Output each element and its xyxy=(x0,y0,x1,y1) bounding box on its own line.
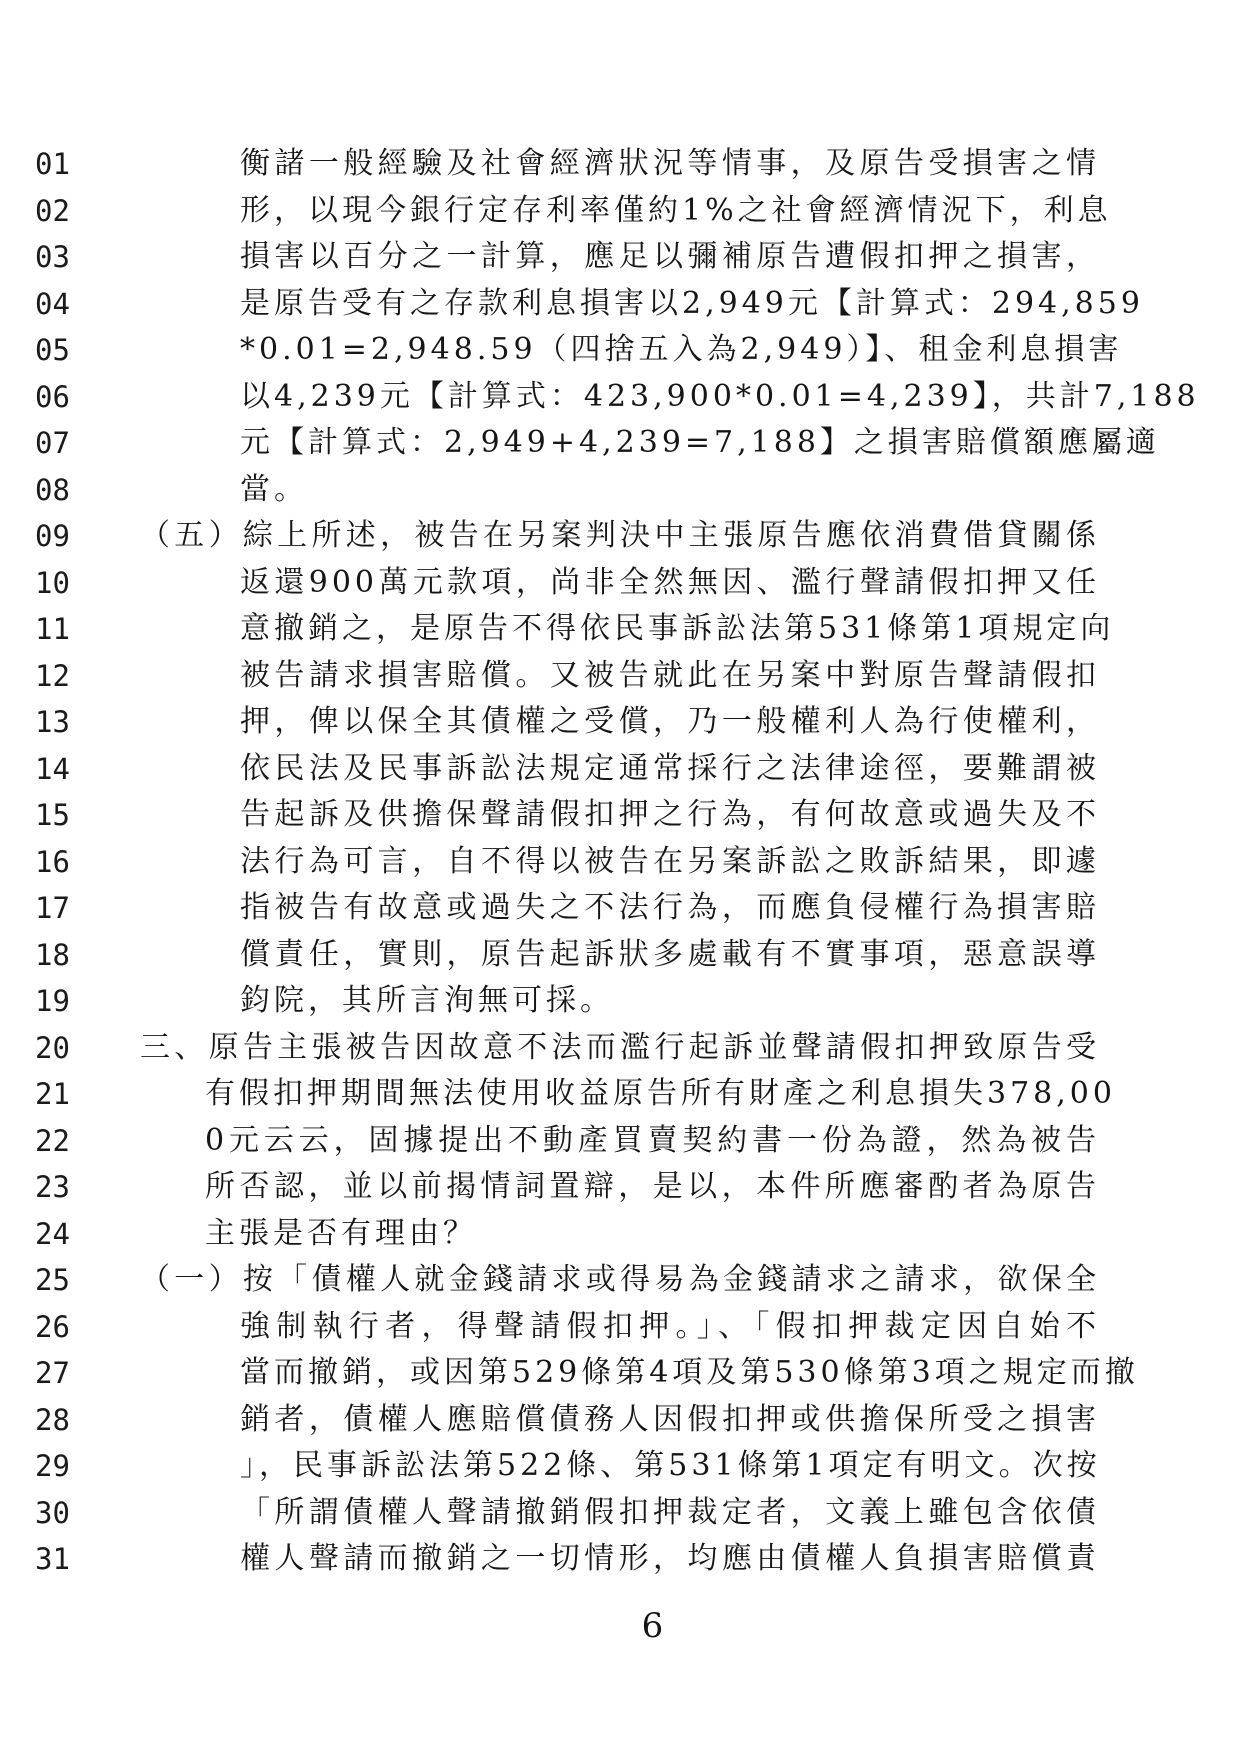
line-text: 衡諸一般經驗及社會經濟狀況等情事，及原告受損害之情 xyxy=(240,146,1100,181)
line-text: 0元云云，固據提出不動產買賣契約書一份為證，然為被告 xyxy=(205,1122,1100,1158)
line-number: 12 xyxy=(35,658,70,693)
document-line xyxy=(0,1257,1240,1304)
line-text: 押，俾以保全其債權之受償，乃一般權利人為行使權利， xyxy=(240,704,1100,739)
line-number: 03 xyxy=(35,240,70,274)
document-line xyxy=(0,560,1240,607)
line-number: 19 xyxy=(35,984,70,1018)
line-number: 20 xyxy=(35,1030,70,1065)
document-line xyxy=(0,653,1240,700)
line-number: 29 xyxy=(35,1449,70,1483)
line-text: 損害以百分之一計算，應足以彌補原告遭假扣押之損害， xyxy=(240,239,1100,274)
document-line xyxy=(0,1350,1240,1397)
document-line xyxy=(0,792,1240,839)
document-line xyxy=(0,1118,1240,1165)
line-number: 27 xyxy=(35,1356,70,1390)
document-line xyxy=(0,374,1240,421)
document-line xyxy=(0,1164,1240,1211)
document-line xyxy=(0,234,1240,281)
line-number: 09 xyxy=(35,519,70,553)
line-number: 17 xyxy=(35,891,70,925)
document-line xyxy=(0,1536,1240,1583)
line-number: 31 xyxy=(35,1542,70,1576)
document-line xyxy=(0,1490,1240,1537)
document-line xyxy=(0,606,1240,653)
line-number: 23 xyxy=(35,1170,70,1204)
line-text: 償責任，實則，原告起訴狀多處載有不實事項，惡意誤導 xyxy=(240,936,1100,972)
line-text: 依民法及民事訴訟法規定通常採行之法律途徑，要難謂被 xyxy=(240,750,1100,786)
line-text: 告起訴及供擔保聲請假扣押之行為，有何故意或過失及不 xyxy=(240,797,1100,832)
document-body xyxy=(0,141,1240,1583)
line-number: 26 xyxy=(35,1309,70,1344)
line-number: 13 xyxy=(35,705,70,739)
document-line xyxy=(0,699,1240,746)
document-line xyxy=(0,1025,1240,1072)
line-text: 元【計算式：2,949+4,239=7,188】之損害賠償額應屬適 xyxy=(240,425,1160,460)
document-line xyxy=(0,467,1240,514)
line-number: 15 xyxy=(35,798,70,832)
document-line xyxy=(0,1304,1240,1351)
line-number: 14 xyxy=(35,751,70,786)
line-number: 11 xyxy=(35,612,70,646)
document-line xyxy=(0,932,1240,979)
line-text: 以4,239元【計算式：423,900*0.01=4,239】，共計7,188 xyxy=(240,378,1200,414)
line-number: 06 xyxy=(35,379,70,414)
line-text: （一）按「債權人就金錢請求或得易為金錢請求之請求，欲保全 xyxy=(140,1262,1100,1297)
line-text: 三、原告主張被告因故意不法而濫行起訴並聲請假扣押致原告受 xyxy=(140,1029,1100,1065)
line-number: 16 xyxy=(35,844,70,879)
line-text: 意撤銷之，是原告不得依民事訴訟法第531條第1項規定向 xyxy=(240,611,1115,646)
document-line xyxy=(0,1443,1240,1490)
line-number: 28 xyxy=(35,1402,70,1437)
line-text: 」，民事訴訟法第522條、第531條第1項定有明文。次按 xyxy=(240,1448,1101,1483)
document-line xyxy=(0,1211,1240,1258)
document-line xyxy=(0,188,1240,235)
line-text: 當而撤銷，或因第529條第4項及第530條第3項之規定而撤 xyxy=(240,1355,1139,1390)
document-line xyxy=(0,281,1240,328)
line-text: （五）綜上所述，被告在另案判決中主張原告應依消費借貸關係 xyxy=(140,518,1100,553)
document-line xyxy=(0,141,1240,188)
line-text: 被告請求損害賠償。又被告就此在另案中對原告聲請假扣 xyxy=(240,657,1100,693)
line-text: *0.01=2,948.59（四捨五入為2,949）】、租金利息損害 xyxy=(240,332,1123,367)
page-number: 6 xyxy=(641,1606,664,1646)
document-line xyxy=(0,513,1240,560)
line-text: 有假扣押期間無法使用收益原告所有財產之利息損失378,00 xyxy=(205,1076,1116,1111)
line-text: 是原告受有之存款利息損害以2,949元【計算式：294,859 xyxy=(240,285,1144,321)
line-number: 25 xyxy=(35,1263,70,1297)
line-number: 02 xyxy=(35,193,70,228)
line-number: 21 xyxy=(35,1077,70,1111)
document-line xyxy=(0,327,1240,374)
line-text: 權人聲請而撤銷之一切情形，均應由債權人負損害賠償責 xyxy=(240,1541,1100,1576)
line-number: 07 xyxy=(35,426,70,460)
line-text: 法行為可言，自不得以被告在另案訴訟之敗訴結果，即遽 xyxy=(240,843,1100,879)
line-number: 22 xyxy=(35,1123,70,1158)
line-number: 01 xyxy=(35,147,70,181)
line-text: 銷者，債權人應賠償債務人因假扣押或供擔保所受之損害 xyxy=(240,1401,1100,1437)
document-line xyxy=(0,978,1240,1025)
line-text: 指被告有故意或過失之不法行為，而應負侵權行為損害賠 xyxy=(240,890,1100,925)
line-text: 所否認，並以前揭情詞置辯，是以，本件所應審酌者為原告 xyxy=(205,1169,1100,1204)
line-number: 04 xyxy=(35,286,70,321)
line-text: 強制執行者，得聲請假扣押。」、「假扣押裁定因自始不 xyxy=(240,1308,1100,1344)
line-number: 30 xyxy=(35,1495,70,1530)
line-number: 24 xyxy=(35,1216,70,1251)
document-line xyxy=(0,1071,1240,1118)
line-text: 「所謂債權人聲請撤銷假扣押裁定者，文義上雖包含依債 xyxy=(240,1494,1100,1530)
document-line xyxy=(0,1397,1240,1444)
line-number: 08 xyxy=(35,472,70,507)
document-line xyxy=(0,420,1240,467)
document-line xyxy=(0,839,1240,886)
document-line xyxy=(0,885,1240,932)
line-number: 10 xyxy=(35,565,70,600)
line-text: 主張是否有理由？ xyxy=(205,1215,477,1251)
line-text: 當。 xyxy=(240,471,308,507)
line-text: 鈞院，其所言洵無可採。 xyxy=(240,983,614,1018)
line-number: 05 xyxy=(35,333,70,367)
line-text: 返還900萬元款項，尚非全然無因、濫行聲請假扣押又任 xyxy=(240,564,1100,600)
line-number: 18 xyxy=(35,937,70,972)
line-text: 形，以現今銀行定存利率僅約1%之社會經濟情況下，利息 xyxy=(240,192,1112,228)
document-line xyxy=(0,746,1240,793)
